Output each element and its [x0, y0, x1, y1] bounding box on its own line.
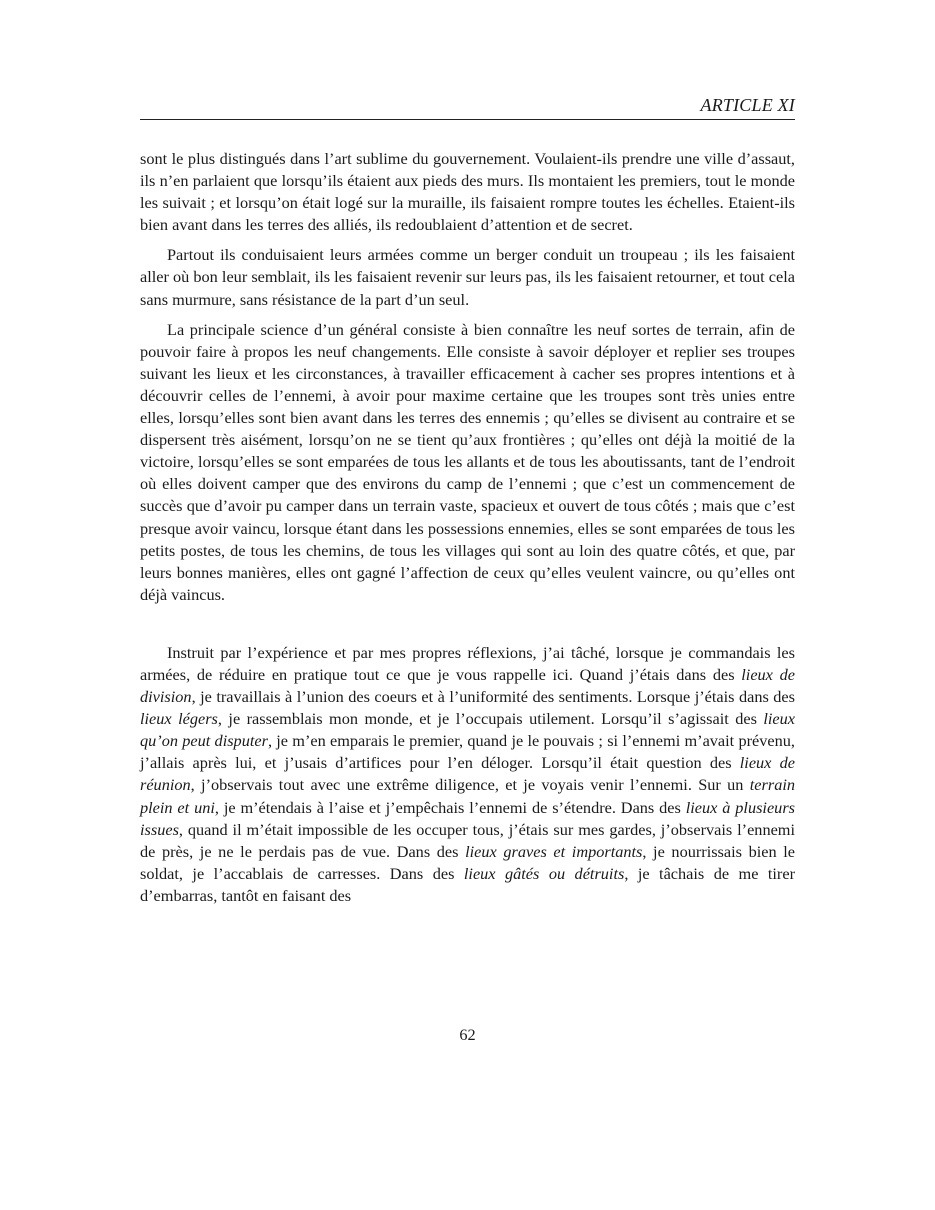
- text-run: , quand il m’était impossible de les occuper tous, j’étais sur mes gardes, j’observais l’ennemi de près, je ne le perdais pas de vue. Dans des: [140, 819, 795, 861]
- page-number: 62: [459, 1025, 476, 1044]
- text-run: La principale science d’un général consiste à bien connaître les neuf sortes de terrain, afin de pouvoir faire à propos les neuf changements. Elle consiste à savoir déployer et replier ses troupes suivant les lieux et les circonstances, à travailler efficacement à cacher ses propres intentions et à découvrir celles de l’ennemi, à avoir pour maxime certaine que les troupes sont très unies entre elles, lorsqu’elles sont bien avant dans les terres des ennemis ; qu’elles se divisent au contraire et se dispersent très aisément, lorsqu’on ne se tient qu’aux frontières ; qu’elles ont déjà la moitié de la victoire, lorsqu’elles se sont emparées de tous les allants et de tous les aboutissants, tant de l’endroit où elles doivent camper que des environs du camp de l’ennemi ; que c’est un commencement de succès que d’avoir pu camper dans un terrain vaste, spacieux et ouvert de tous côtés ; mais que c’est presque avoir vaincu, lorsque étant dans les possessions ennemies, elles se sont emparées de tous les petits postes, de tous les chemins, de tous les villages qui sont au loin des quatre côtés, et que, par leurs bonnes manières, elles ont gagné l’affection de ceux qu’elles veulent vaincre, ou qu’elles ont déjà vaincus.: [140, 319, 795, 604]
- text-run: , je nourrissais bien le soldat, je l’accablais de carresses. Dans des: [140, 841, 796, 883]
- italic-term: lieux qu’on peut disputer: [140, 709, 796, 751]
- italic-term: terrain plein et uni: [140, 775, 795, 817]
- text-run: , je rassemblais mon monde, et je l’occupais utilement. Lorsqu’il s’agissait des: [217, 709, 764, 729]
- italic-term: lieux légers: [140, 709, 218, 729]
- italic-term: lieux de division: [140, 664, 795, 707]
- paragraph: [140, 642, 795, 907]
- text-run: , je tâchais de me tirer d’embarras, tantôt en faisant des: [140, 863, 796, 905]
- text-run: , j’observais tout avec une extrême diligence, et je voyais venir l’ennemi. Sur un: [190, 775, 750, 795]
- body-text: [140, 148, 795, 915]
- paragraph: [140, 148, 795, 236]
- italic-term: lieux gâtés ou détruits: [463, 863, 625, 883]
- italic-term: lieux de réunion: [140, 753, 796, 795]
- text-run: , je m’étendais à l’aise et j’empêchais l’ennemi de s’étendre. Dans des: [214, 797, 686, 817]
- running-head: ARTICLE XI: [700, 95, 795, 115]
- text-run: sont le plus distingués dans l’art sublime du gouvernement. Voulaient-ils prendre une ville d’assaut, ils n’en parlaient que lorsqu’ils étaient aux pieds des murs. Ils montaient les premiers, tout le monde les suivait ; et lorsqu’on était logé sur la muraille, ils faisaient rompre toutes les échelles. Etaient-ils bien avant dans les terres des alliés, ils redoublaient d’attention et de secret.: [140, 149, 795, 235]
- paragraph: [140, 244, 795, 310]
- text-run: Partout ils conduisaient leurs armées comme un berger conduit un troupeau ; ils les faisaient aller où bon leur semblait, ils les faisaient revenir sur leurs pas, ils les faisaient retourner, et tout cela sans murmure, sans résistance de la part d’un seul.: [140, 245, 795, 309]
- text-run: , je m’en emparais le premier, quand je le pouvais ; si l’ennemi m’avait prévenu, j’allais après lui, et j’usais d’artifices pour l’en déloger. Lorsqu’il était question des: [140, 731, 795, 773]
- italic-term: lieux graves et importants: [465, 841, 643, 861]
- paragraph: [140, 319, 795, 606]
- text-run: , je travaillais à l’union des coeurs et à l’uniformité des sentiments. Lorsque j’étais dans des: [191, 687, 795, 707]
- text-run: Instruit par l’expérience et par mes propres réflexions, j’ai tâché, lorsque je commandais les armées, de réduire en pratique tout ce que je vous rappelle ici. Quand j’étais dans des: [140, 642, 795, 684]
- page-header: [140, 93, 795, 120]
- italic-term: lieux à plusieurs issues: [140, 797, 795, 839]
